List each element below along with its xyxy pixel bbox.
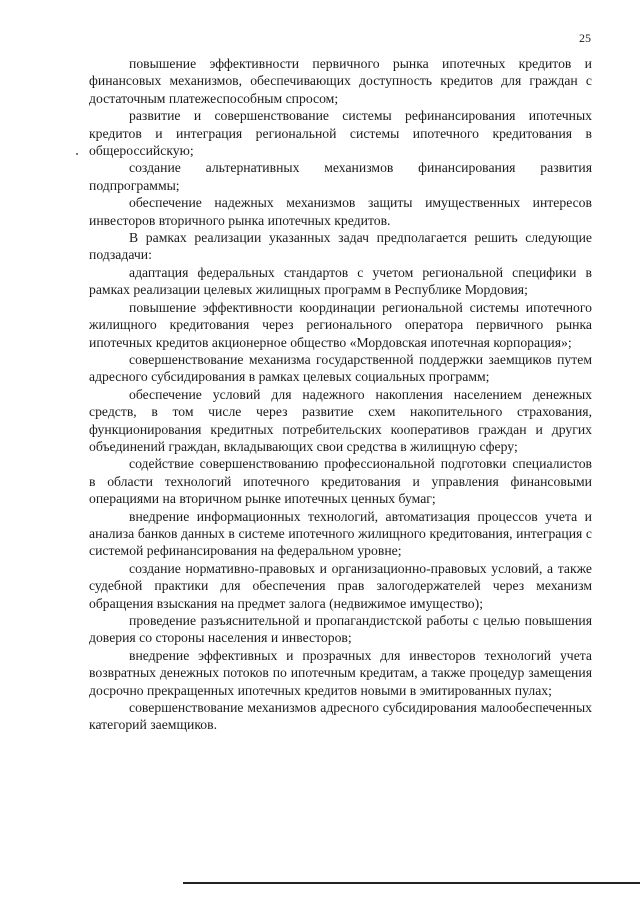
paragraph: совершенствование механизма государственной поддержки заемщиков путем адресного субсидирования в рамках целевых социальных программ; bbox=[89, 351, 592, 385]
paragraph: обеспечение надежных механизмов защиты имущественных интересов инвесторов вторичного рынка ипотечных кредитов. bbox=[89, 195, 592, 228]
paragraph: создание альтернативных механизмов финансирования развития подпрограммы; bbox=[89, 160, 592, 193]
document-body bbox=[89, 55, 592, 734]
scan-speck bbox=[76, 153, 78, 155]
paragraph: В рамках реализации указанных задач предполагается решить следующие подзадачи: bbox=[89, 230, 592, 263]
paragraph: внедрение информационных технологий, автоматизация процессов учета и анализа банков данных в системе ипотечного жилищного кредитования, интеграция с системой рефинансирования на федеральном уровне; bbox=[89, 508, 592, 559]
paragraph: повышение эффективности первичного рынка ипотечных кредитов и финансовых механизмов, обеспечивающих доступность кредитов для граждан с достаточным платежеспособным спросом; bbox=[89, 56, 592, 106]
paragraph: обеспечение условий для надежного накопления населением денежных средств, в том числе через развитие схем накопительного страхования, функционирования кредитных потребительских кооперативов граждан и других объединений граждан, вкладывающих свои средства в жилищную сферу; bbox=[89, 386, 592, 454]
paragraph: создание нормативно-правовых и организационно-правовых условий, а также судебной практики для обеспечения прав залогодержателей через механизм обращения взыскания на предмет залога (недвижимое имущество); bbox=[89, 560, 592, 611]
page-number: 25 bbox=[579, 31, 591, 45]
footer-rule bbox=[183, 882, 640, 884]
paragraph: содействие совершенствованию профессиональной подготовки специалистов в области технологий ипотечного кредитования и управления финансовыми операциями на вторичном рынке ипотечных ценных бумаг; bbox=[89, 456, 592, 507]
paragraph: внедрение эффективных и прозрачных для инвесторов технологий учета возвратных денежных потоков по ипотечным кредитам, а также процедур замещения досрочно прекращенных ипотечных кредитов новыми в эмитированных пулах; bbox=[89, 647, 592, 698]
paragraph: развитие и совершенствование системы рефинансирования ипотечных кредитов и интеграция региональной системы ипотечного кредитования в общероссийскую; bbox=[89, 108, 592, 159]
paragraph: повышение эффективности координации региональной системы ипотечного жилищного кредитования через регионального оператора первичного рынка ипотечных кредитов акционерное общество «Мордовская ипотечная корпорация»; bbox=[89, 299, 592, 350]
paragraph: проведение разъяснительной и пропагандистской работы с целью повышения доверия со стороны населения и инвесторов; bbox=[89, 613, 592, 646]
paragraph: совершенствование механизмов адресного субсидирования малообеспеченных категорий заемщиков. bbox=[89, 700, 592, 733]
paragraph: адаптация федеральных стандартов с учетом региональной специфики в рамках реализации целевых жилищных программ в Республике Мордовия; bbox=[89, 264, 592, 298]
